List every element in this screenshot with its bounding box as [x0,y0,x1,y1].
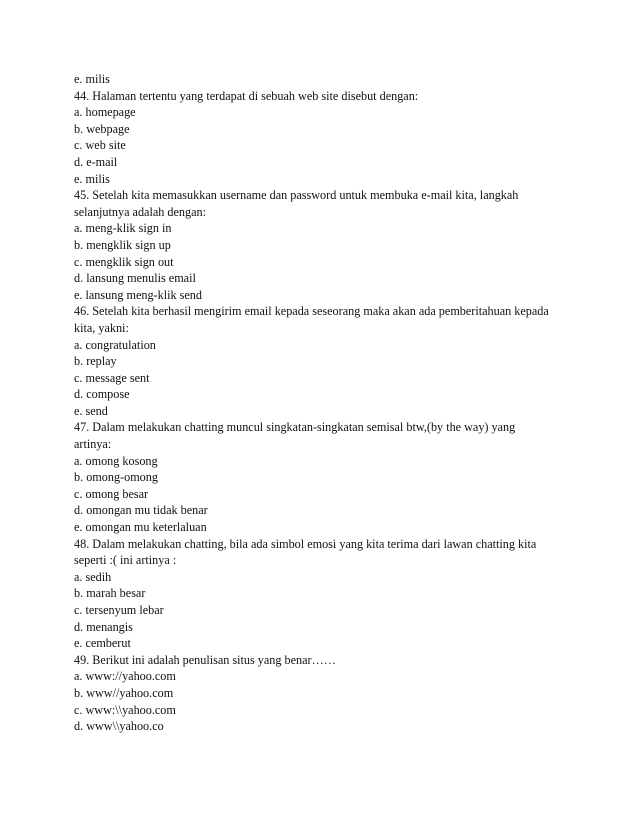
answer-line: c. tersenyum lebar [74,603,164,617]
answer-line: a. omong kosong [74,453,158,468]
question-48: 48. Dalam melakukan chatting, bila ada simbol emosi yang kita terima dari lawan chatting kita [74,536,537,551]
answer-line: e. omongan mu keterlaluan [74,520,207,535]
answer-line: c. mengklik sign out [74,254,174,269]
question-47-continued: artinya: [74,437,112,452]
question-46: 46. Setelah kita berhasil mengirim email kepada seseorang maka akan ada pemberitahuan kepada [74,304,549,319]
answer-line: c. message sent [74,370,150,385]
question-49: 49. Berikut ini adalah penulisan situs yang benar…… [74,652,336,667]
answer-line: d. www\\yahoo.co [74,719,164,734]
answer-line: e. cemberut [74,636,131,651]
answer-line: c. www:\\yahoo.com [74,702,176,717]
answer-line: b. www//yahoo.com [74,685,174,700]
answer-line: b. mengklik sign up [74,237,171,252]
question-45-continued: selanjutnya adalah dengan: [74,204,206,219]
question-46-continued: kita, yakni: [74,320,129,335]
answer-line: d. omongan mu tidak benar [74,503,208,518]
question-44: 44. Halaman tertentu yang terdapat di sebuah web site disebut dengan: [74,88,419,103]
answer-line: d. menangis [74,619,133,634]
answer-line: b. webpage [74,121,130,136]
answer-line: a. meng-klik sign in [74,221,172,236]
document-body [74,71,574,735]
answer-line: c. omong besar [74,486,149,501]
answer-line: e. send [74,403,108,418]
answer-line: a. sedih [74,569,112,584]
answer-line: b. marah besar [74,586,146,601]
question-47: 47. Dalam melakukan chatting muncul singkatan-singkatan semisal btw,(by the way) yang [74,420,516,435]
answer-line: a. congratulation [74,337,156,352]
answer-line: e. lansung meng-klik send [74,287,202,302]
answer-line: a. homepage [74,105,136,120]
answer-line: e. milis [74,72,110,86]
answer-line: d. lansung menulis email [74,271,196,286]
answer-line: e. milis [74,171,110,186]
answer-line: d. e-mail [74,154,118,169]
answer-line: b. omong-omong [74,470,158,485]
answer-line: a. www://yahoo.com [74,669,176,684]
answer-line: b. replay [74,354,117,369]
answer-line: d. compose [74,387,130,402]
question-48-continued: seperti :( ini artinya : [74,553,177,568]
answer-line: c. web site [74,138,126,153]
question-45: 45. Setelah kita memasukkan username dan password untuk membuka e-mail kita, langkah [74,188,519,203]
